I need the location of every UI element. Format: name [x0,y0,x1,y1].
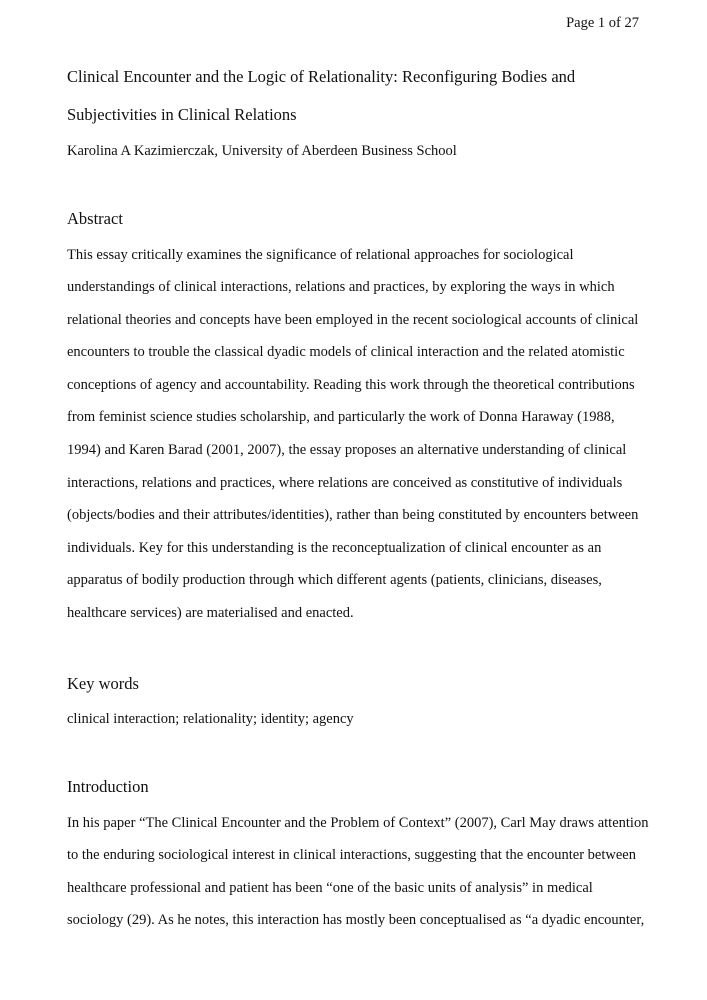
abstract-line: 1994) and Karen Barad (2001, 2007), the essay proposes an alternative understanding of clinical [67,442,627,458]
introduction-heading: Introduction [67,777,149,796]
abstract-line: (objects/bodies and their attributes/identities), rather than being constituted by encounters between [67,507,639,523]
abstract-line: healthcare services) are materialised and enacted. [67,605,354,621]
introduction-line: In his paper “The Clinical Encounter and the Problem of Context” (2007), Carl May draws attention [67,815,649,831]
abstract-line: apparatus of bodily production through which different agents (patients, clinicians, diseases, [67,572,602,588]
abstract-line: relational theories and concepts have been employed in the recent sociological accounts of clinical [67,312,639,328]
abstract-heading: Abstract [67,209,123,228]
abstract-line: conceptions of agency and accountability. Reading this work through the theoretical contributions [67,377,635,393]
keywords-list: clinical interaction; relationality; identity; agency [67,711,354,727]
abstract-line: This essay critically examines the significance of relational approaches for sociological [67,247,574,263]
abstract-line: interactions, relations and practices, where relations are conceived as constitutive of individuals [67,475,623,491]
page-number: Page 1 of 27 [566,15,639,31]
abstract-line: encounters to trouble the classical dyadic models of clinical interaction and the related atomistic [67,344,625,360]
introduction-line: healthcare professional and patient has been “one of the basic units of analysis” in medical [67,880,593,896]
title-line: Subjectivities in Clinical Relations [67,105,297,124]
author-affiliation: Karolina A Kazimierczak, University of Aberdeen Business School [67,143,457,159]
keywords-heading: Key words [67,674,139,693]
introduction-line: to the enduring sociological interest in clinical interactions, suggesting that the encounter between [67,847,636,863]
title-line: Clinical Encounter and the Logic of Relationality: Reconfiguring Bodies and [67,67,576,86]
abstract-line: from feminist science studies scholarship, and particularly the work of Donna Haraway (1988, [67,409,615,425]
introduction-line: sociology (29). As he notes, this interaction has mostly been conceptualised as “a dyadic encounter, [67,912,645,928]
abstract-line: individuals. Key for this understanding is the reconceptualization of clinical encounter as an [67,540,602,556]
abstract-line: understandings of clinical interactions, relations and practices, by exploring the ways in which [67,279,615,295]
